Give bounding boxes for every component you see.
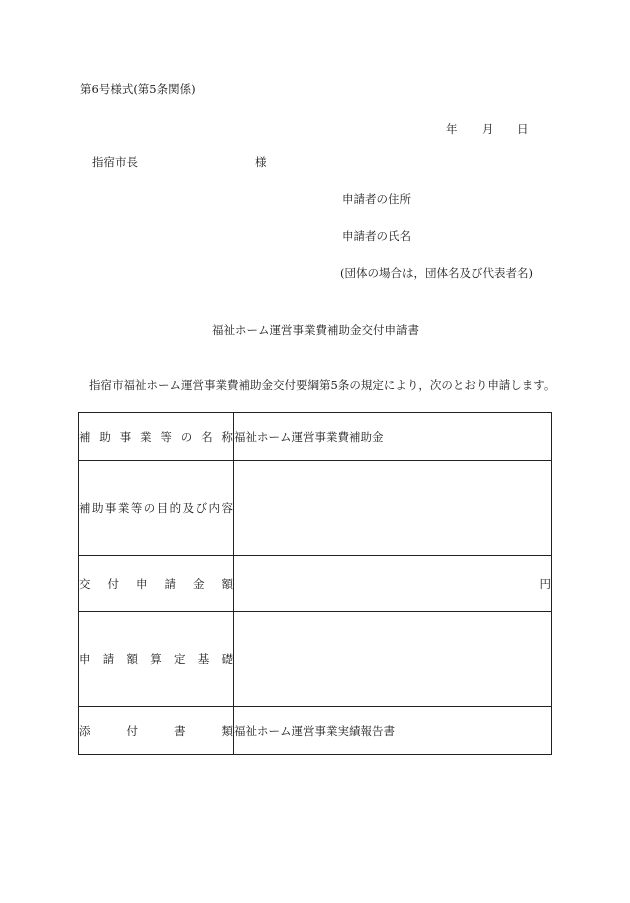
table-row-calculation-basis [79, 612, 552, 707]
row-label-text: 補 助 事 業 等 の 名 称 [79, 429, 233, 444]
label-amount [79, 556, 234, 612]
row-label-text: 添 付 書 類 [79, 723, 233, 738]
date-day: 日 [517, 122, 529, 136]
label-calculation-basis [79, 612, 234, 707]
value-project-name: 福祉ホーム運営事業費補助金 [234, 413, 552, 461]
value-amount-unit: 円 [234, 556, 552, 612]
document-title: 福祉ホーム運営事業費補助金交付申請書 [212, 323, 419, 337]
date-month: 月 [482, 122, 494, 136]
applicant-group-note: (団体の場合は，団体名及び代表者名) [340, 266, 533, 280]
form-number: 第6号様式(第5条関係) [80, 82, 196, 96]
application-table [78, 412, 552, 755]
row-label-text: 申 請 額 算 定 基 礎 [79, 652, 233, 666]
table-row-attachments [79, 707, 552, 755]
value-purpose [234, 461, 552, 556]
table-row-project-name [79, 413, 552, 461]
value-attachments: 福祉ホーム運営事業実績報告書 [234, 707, 552, 755]
applicant-name-label: 申請者の氏名 [342, 229, 411, 243]
applicant-address-label: 申請者の住所 [342, 192, 411, 206]
table-row-purpose [79, 461, 552, 556]
table-row-amount [79, 556, 552, 612]
label-project-name [79, 413, 234, 461]
body-text: 指宿市福祉ホーム運営事業費補助金交付要綱第5条の規定により，次のとおり申請します。 [89, 378, 556, 392]
value-calculation-basis [234, 612, 552, 707]
addressee-honorific: 様 [255, 155, 267, 169]
date-year: 年 [446, 122, 458, 136]
label-attachments [79, 707, 234, 755]
addressee-name: 指宿市長 [92, 155, 138, 169]
row-label-text: 補 助 事 業 等 の 目 的 及 び 内 容 [79, 501, 233, 515]
row-label-text: 交 付 申 請 金 額 [79, 576, 233, 591]
label-purpose [79, 461, 234, 556]
